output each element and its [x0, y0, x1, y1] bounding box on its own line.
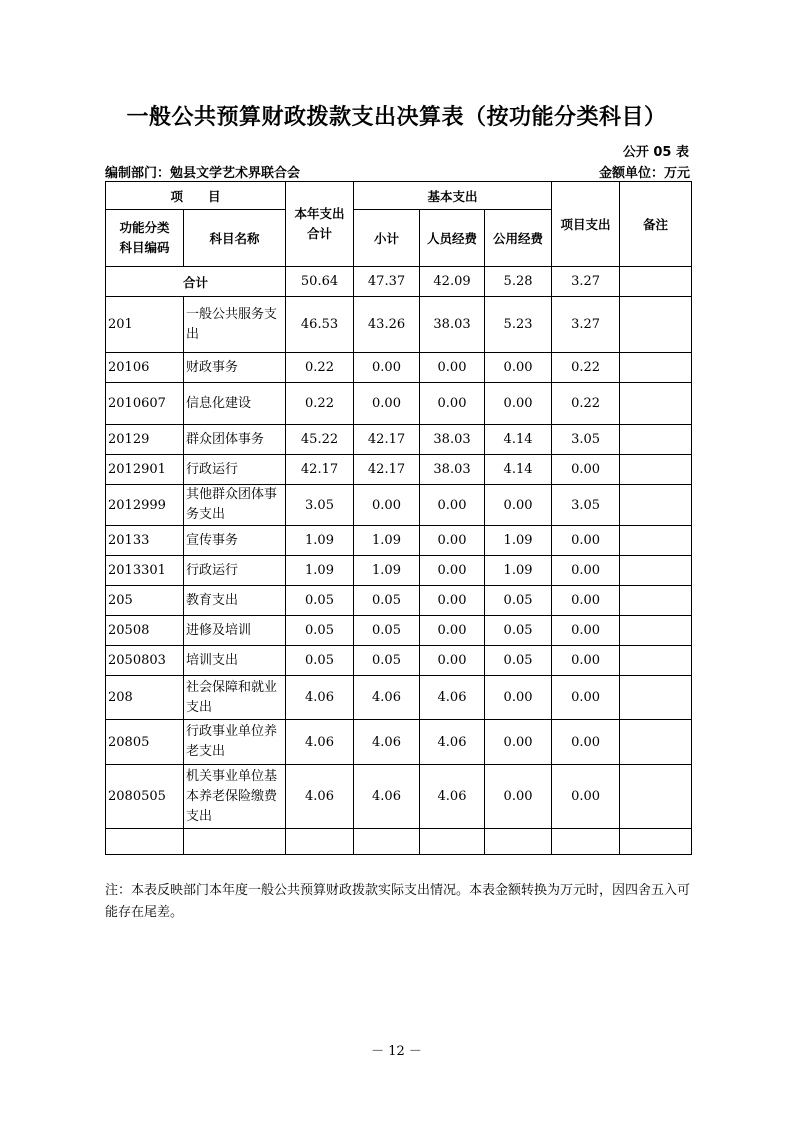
- total-project: 3.27: [552, 267, 620, 297]
- unit-label: 金额单位：万元: [598, 166, 690, 181]
- row-annual: 3.05: [286, 485, 354, 526]
- total-personnel: 42.09: [420, 267, 485, 297]
- row-annual: 45.22: [286, 425, 354, 455]
- row-personnel: 4.06: [420, 676, 485, 720]
- row-personnel: 4.06: [420, 720, 485, 765]
- row-name: 进修及培训: [184, 616, 286, 646]
- row-annual: 4.06: [286, 765, 354, 829]
- row-code: 2010607: [106, 383, 184, 425]
- row-subtotal: 4.06: [354, 765, 420, 829]
- row-annual: 1.09: [286, 556, 354, 586]
- dept-label: 编制部门：: [105, 166, 171, 181]
- row-name: 行政运行: [184, 455, 286, 485]
- row-personnel: 38.03: [420, 297, 485, 353]
- row-public: [485, 829, 552, 855]
- row-subtotal: 0.05: [354, 586, 420, 616]
- table-row: [106, 455, 692, 485]
- total-public: 5.28: [485, 267, 552, 297]
- header-code: 功能分类 科目编码: [106, 210, 184, 267]
- row-remark: [620, 616, 692, 646]
- row-name: 机关事业单位基本养老保险缴费支出: [184, 765, 286, 829]
- footnote: 注：本表反映部门本年度一般公共预算财政拨款实际支出情况。本表金额转换为万元时，因四舍五入可能存在尾差。: [105, 883, 691, 920]
- department: [105, 162, 300, 181]
- row-name: 社会保障和就业支出: [184, 676, 286, 720]
- row-remark: [620, 297, 692, 353]
- row-personnel: 0.00: [420, 526, 485, 556]
- header-project: 项目支出: [552, 182, 620, 267]
- row-personnel: 38.03: [420, 455, 485, 485]
- page-number: － 12 －: [371, 1044, 422, 1059]
- expenditure-table: [105, 181, 692, 855]
- row-personnel: 0.00: [420, 586, 485, 616]
- row-name: [184, 829, 286, 855]
- row-remark: [620, 586, 692, 616]
- row-subtotal: 0.00: [354, 353, 420, 383]
- row-name: 信息化建设: [184, 383, 286, 425]
- total-row: [106, 267, 692, 297]
- meta-line: [105, 162, 690, 180]
- table-row: [106, 297, 692, 353]
- table-row: [106, 676, 692, 720]
- table-row: [106, 526, 692, 556]
- row-subtotal: 4.06: [354, 676, 420, 720]
- row-remark: [620, 383, 692, 425]
- header-name: 科目名称: [184, 210, 286, 267]
- table-row: [106, 383, 692, 425]
- header-basic: 基本支出: [354, 182, 552, 210]
- dept-name: 勉县文学艺术界联合会: [170, 166, 301, 181]
- row-code: 205: [106, 586, 184, 616]
- row-project: 0.00: [552, 556, 620, 586]
- row-personnel: 0.00: [420, 485, 485, 526]
- row-public: 0.00: [485, 383, 552, 425]
- row-name: 其他群众团体事务支出: [184, 485, 286, 526]
- row-code: 2080505: [106, 765, 184, 829]
- row-name: 财政事务: [184, 353, 286, 383]
- row-annual: 0.05: [286, 586, 354, 616]
- row-project: 0.00: [552, 455, 620, 485]
- row-annual: 4.06: [286, 676, 354, 720]
- row-remark: [620, 455, 692, 485]
- row-code: 2050803: [106, 646, 184, 676]
- page-title: 一般公共预算财政拨款支出决算表（按功能分类科目）: [126, 105, 667, 130]
- row-annual: 42.17: [286, 455, 354, 485]
- row-project: 0.00: [552, 586, 620, 616]
- row-project: [552, 829, 620, 855]
- row-subtotal: 1.09: [354, 556, 420, 586]
- row-public: 0.00: [485, 485, 552, 526]
- row-subtotal: 42.17: [354, 425, 420, 455]
- row-name: 培训支出: [184, 646, 286, 676]
- row-personnel: 0.00: [420, 646, 485, 676]
- table-row: [106, 556, 692, 586]
- row-personnel: 0.00: [420, 383, 485, 425]
- row-name: 一般公共服务支出: [184, 297, 286, 353]
- row-public: 1.09: [485, 556, 552, 586]
- row-personnel: 0.00: [420, 556, 485, 586]
- header-annual-total: 本年支出 合计: [286, 182, 354, 267]
- row-remark: [620, 526, 692, 556]
- table-row: [106, 765, 692, 829]
- row-annual: 4.06: [286, 720, 354, 765]
- row-remark: [620, 353, 692, 383]
- row-subtotal: 0.00: [354, 485, 420, 526]
- row-subtotal: 42.17: [354, 455, 420, 485]
- row-code: [106, 829, 184, 855]
- row-code: 2012999: [106, 485, 184, 526]
- table-row: [106, 646, 692, 676]
- row-name: 宣传事务: [184, 526, 286, 556]
- row-annual: 46.53: [286, 297, 354, 353]
- total-remark: [620, 267, 692, 297]
- row-remark: [620, 765, 692, 829]
- row-project: 0.00: [552, 720, 620, 765]
- row-public: 0.05: [485, 616, 552, 646]
- row-remark: [620, 829, 692, 855]
- row-subtotal: 4.06: [354, 720, 420, 765]
- row-code: 20133: [106, 526, 184, 556]
- row-personnel: 0.00: [420, 353, 485, 383]
- row-code: 208: [106, 676, 184, 720]
- row-project: 0.00: [552, 765, 620, 829]
- row-project: 3.27: [552, 297, 620, 353]
- form-number: 公开 05 表: [622, 145, 689, 160]
- row-code: 2012901: [106, 455, 184, 485]
- row-subtotal: 0.00: [354, 383, 420, 425]
- row-remark: [620, 720, 692, 765]
- row-subtotal: 0.05: [354, 646, 420, 676]
- row-subtotal: 1.09: [354, 526, 420, 556]
- row-public: 4.14: [485, 455, 552, 485]
- table-row: [106, 353, 692, 383]
- row-remark: [620, 425, 692, 455]
- row-name: 行政运行: [184, 556, 286, 586]
- header-item: 项 目: [106, 182, 286, 210]
- row-code: 20106: [106, 353, 184, 383]
- row-code: 20805: [106, 720, 184, 765]
- row-annual: 0.05: [286, 616, 354, 646]
- header-row-1: [106, 182, 692, 210]
- row-annual: 1.09: [286, 526, 354, 556]
- row-public: 5.23: [485, 297, 552, 353]
- row-personnel: 38.03: [420, 425, 485, 455]
- header-subtotal: 小计: [354, 210, 420, 267]
- row-name: 群众团体事务: [184, 425, 286, 455]
- total-label: 合计: [106, 267, 286, 297]
- row-project: 0.00: [552, 646, 620, 676]
- row-annual: 0.22: [286, 383, 354, 425]
- row-project: 0.00: [552, 616, 620, 646]
- row-code: 20508: [106, 616, 184, 646]
- row-public: 0.05: [485, 646, 552, 676]
- header-public: 公用经费: [485, 210, 552, 267]
- row-code: 20129: [106, 425, 184, 455]
- table-row: [106, 485, 692, 526]
- row-personnel: 4.06: [420, 765, 485, 829]
- row-annual: 0.05: [286, 646, 354, 676]
- row-remark: [620, 676, 692, 720]
- table-row: [106, 586, 692, 616]
- row-personnel: [420, 829, 485, 855]
- row-project: 3.05: [552, 425, 620, 455]
- row-subtotal: 0.05: [354, 616, 420, 646]
- row-annual: [286, 829, 354, 855]
- row-project: 0.00: [552, 676, 620, 720]
- row-project: 0.22: [552, 353, 620, 383]
- row-public: 0.00: [485, 676, 552, 720]
- row-subtotal: 43.26: [354, 297, 420, 353]
- row-remark: [620, 556, 692, 586]
- row-name: 行政事业单位养老支出: [184, 720, 286, 765]
- row-public: 1.09: [485, 526, 552, 556]
- table-row: [106, 425, 692, 455]
- total-subtotal: 47.37: [354, 267, 420, 297]
- row-code: 201: [106, 297, 184, 353]
- row-name: 教育支出: [184, 586, 286, 616]
- row-project: 3.05: [552, 485, 620, 526]
- header-remark: 备注: [620, 182, 692, 267]
- row-public: 0.05: [485, 586, 552, 616]
- table-row: [106, 720, 692, 765]
- row-public: 0.00: [485, 720, 552, 765]
- row-project: 0.22: [552, 383, 620, 425]
- row-code: 2013301: [106, 556, 184, 586]
- total-annual: 50.64: [286, 267, 354, 297]
- row-personnel: 0.00: [420, 616, 485, 646]
- row-subtotal: [354, 829, 420, 855]
- row-annual: 0.22: [286, 353, 354, 383]
- table-row: [106, 616, 692, 646]
- header-personnel: 人员经费: [420, 210, 485, 267]
- row-remark: [620, 485, 692, 526]
- row-public: 4.14: [485, 425, 552, 455]
- row-project: 0.00: [552, 526, 620, 556]
- table-row: [106, 829, 692, 855]
- row-remark: [620, 646, 692, 676]
- row-public: 0.00: [485, 353, 552, 383]
- row-public: 0.00: [485, 765, 552, 829]
